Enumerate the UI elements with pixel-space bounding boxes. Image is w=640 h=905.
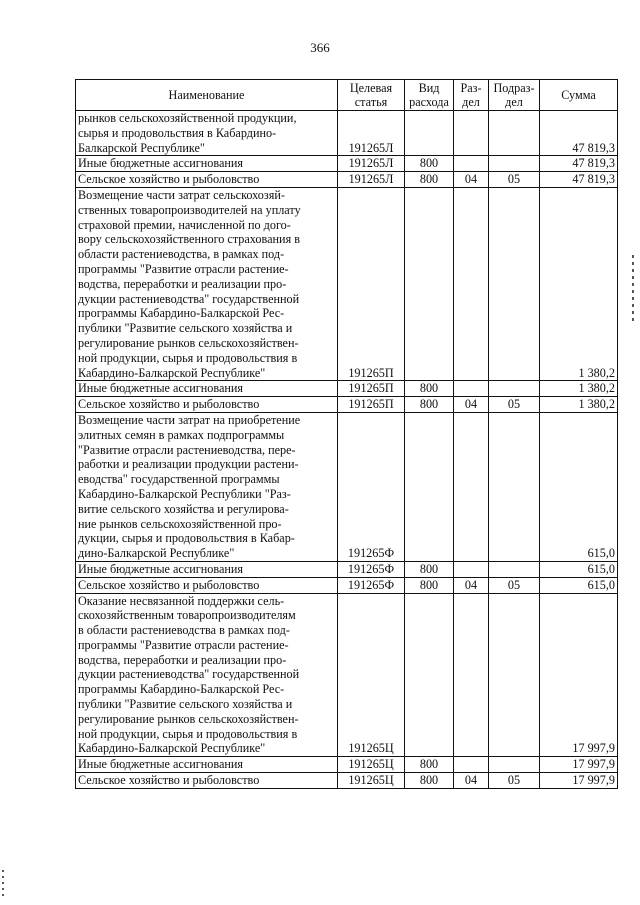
cell-subsection	[489, 412, 540, 561]
cell-name: Возмещение части затрат на приобретение элитных семян в рамках подпрограммы "Развитие отрасли растениеводства, пере- работки и реализации продукции растени- еводства" государственной программы Кабардино-Балкарской Республики "Раз- витие сельского хозяйства и регулирова- ние рынков сельскохозяйственной про- дукции, сырья и продовольствия в Кабар- дино-Балкарской Республике"	[76, 412, 338, 561]
cell-subsection	[489, 757, 540, 773]
cell-sum: 1 380,2	[540, 381, 618, 397]
cell-sum: 17 997,9	[540, 593, 618, 757]
cell-section	[454, 381, 489, 397]
cell-target-article: 191265П	[338, 381, 405, 397]
cell-expense-type: 800	[405, 561, 454, 577]
cell-sum: 615,0	[540, 561, 618, 577]
cell-name: Возмещение части затрат сельскохозяй- ственных товаропроизводителей на уплату страховой премии, начисленной по дого- вору сельскохозяйственного страхования в области растениеводства, в рамках под- программы "Развитие отрасли растение- водства, переработки и реализации про- дукции растениеводства" государственной программы Кабардино-Балкарской Рес- публики "Развитие сельского хозяйства и регулирование рынков сельскохозяйствен- ной продукции, сырья и продовольствия в Кабардино-Балкарской Республике"	[76, 187, 338, 380]
cell-name: Иные бюджетные ассигнования	[76, 757, 338, 773]
cell-sum: 17 997,9	[540, 773, 618, 789]
cell-section: 04	[454, 172, 489, 188]
cell-expense-type: 800	[405, 577, 454, 593]
cell-subsection	[489, 593, 540, 757]
cell-name: Иные бюджетные ассигнования	[76, 561, 338, 577]
cell-sum: 47 819,3	[540, 111, 618, 156]
cell-subsection: 05	[489, 577, 540, 593]
cell-expense-type: 800	[405, 773, 454, 789]
table-row	[76, 577, 618, 593]
cell-expense-type	[405, 187, 454, 380]
cell-name: Сельское хозяйство и рыболовство	[76, 397, 338, 413]
table-row	[76, 412, 618, 561]
cell-subsection: 05	[489, 773, 540, 789]
cell-name: Сельское хозяйство и рыболовство	[76, 773, 338, 789]
cell-target-article: 191265Л	[338, 111, 405, 156]
cell-expense-type	[405, 593, 454, 757]
cell-subsection: 05	[489, 397, 540, 413]
cell-name: Сельское хозяйство и рыболовство	[76, 172, 338, 188]
cell-section: 04	[454, 577, 489, 593]
cell-name: Сельское хозяйство и рыболовство	[76, 577, 338, 593]
header-name: Наименование	[76, 80, 338, 111]
cell-target-article: 191265Ц	[338, 757, 405, 773]
table-row	[76, 561, 618, 577]
table-row	[76, 381, 618, 397]
cell-expense-type: 800	[405, 757, 454, 773]
cell-section: 04	[454, 773, 489, 789]
header-expense-type: Вид расхода	[405, 80, 454, 111]
cell-sum: 47 819,3	[540, 156, 618, 172]
cell-sum: 615,0	[540, 577, 618, 593]
scan-edge-mark	[632, 255, 634, 325]
cell-section: 04	[454, 397, 489, 413]
cell-sum: 17 997,9	[540, 757, 618, 773]
cell-expense-type: 800	[405, 172, 454, 188]
table-row	[76, 757, 618, 773]
cell-sum: 1 380,2	[540, 187, 618, 380]
cell-expense-type: 800	[405, 381, 454, 397]
header-sum: Сумма	[540, 80, 618, 111]
cell-target-article: 191265П	[338, 187, 405, 380]
header-target-article: Целевая статья	[338, 80, 405, 111]
table-row	[76, 156, 618, 172]
cell-target-article: 191265Ф	[338, 412, 405, 561]
cell-target-article: 191265Ф	[338, 561, 405, 577]
table-row	[76, 111, 618, 156]
cell-section	[454, 593, 489, 757]
cell-target-article: 191265Ц	[338, 773, 405, 789]
cell-subsection	[489, 561, 540, 577]
cell-subsection: 05	[489, 172, 540, 188]
table-header-row	[76, 80, 618, 111]
cell-expense-type	[405, 412, 454, 561]
header-subsection: Подраз- дел	[489, 80, 540, 111]
header-section: Раз- дел	[454, 80, 489, 111]
table-body	[76, 111, 618, 789]
cell-expense-type	[405, 111, 454, 156]
cell-name: рынков сельскохозяйственной продукции, сырья и продовольствия в Кабардино- Балкарской Республике"	[76, 111, 338, 156]
cell-target-article: 191265Л	[338, 156, 405, 172]
table-row	[76, 172, 618, 188]
cell-target-article: 191265Ф	[338, 577, 405, 593]
cell-section	[454, 412, 489, 561]
cell-name: Иные бюджетные ассигнования	[76, 381, 338, 397]
cell-name: Иные бюджетные ассигнования	[76, 156, 338, 172]
cell-section	[454, 187, 489, 380]
cell-subsection	[489, 111, 540, 156]
cell-section	[454, 156, 489, 172]
cell-name: Оказание несвязанной поддержки сель- скохозяйственным товаропроизводителям в области растениеводства в рамках под- программы "Развитие отрасли растение- водства, переработки и реализации про- дукции растениеводства" государственной программы Кабардино-Балкарской Рес- публики "Развитие сельского хозяйства и регулирование рынков сельскохозяйствен- ной продукции, сырья и продовольствия в Кабардино-Балкарской Республике"	[76, 593, 338, 757]
cell-target-article: 191265Л	[338, 172, 405, 188]
cell-sum: 1 380,2	[540, 397, 618, 413]
cell-expense-type: 800	[405, 156, 454, 172]
table-row	[76, 397, 618, 413]
table-row	[76, 593, 618, 757]
cell-section	[454, 757, 489, 773]
table-row	[76, 187, 618, 380]
cell-expense-type: 800	[405, 397, 454, 413]
table-row	[76, 773, 618, 789]
cell-subsection	[489, 187, 540, 380]
cell-target-article: 191265П	[338, 397, 405, 413]
budget-table	[75, 79, 618, 789]
cell-subsection	[489, 381, 540, 397]
cell-target-article: 191265Ц	[338, 593, 405, 757]
cell-subsection	[489, 156, 540, 172]
cell-sum: 47 819,3	[540, 172, 618, 188]
scan-edge-mark-bottom	[2, 870, 4, 900]
cell-sum: 615,0	[540, 412, 618, 561]
cell-section	[454, 561, 489, 577]
cell-section	[454, 111, 489, 156]
page-number: 366	[310, 40, 330, 55]
